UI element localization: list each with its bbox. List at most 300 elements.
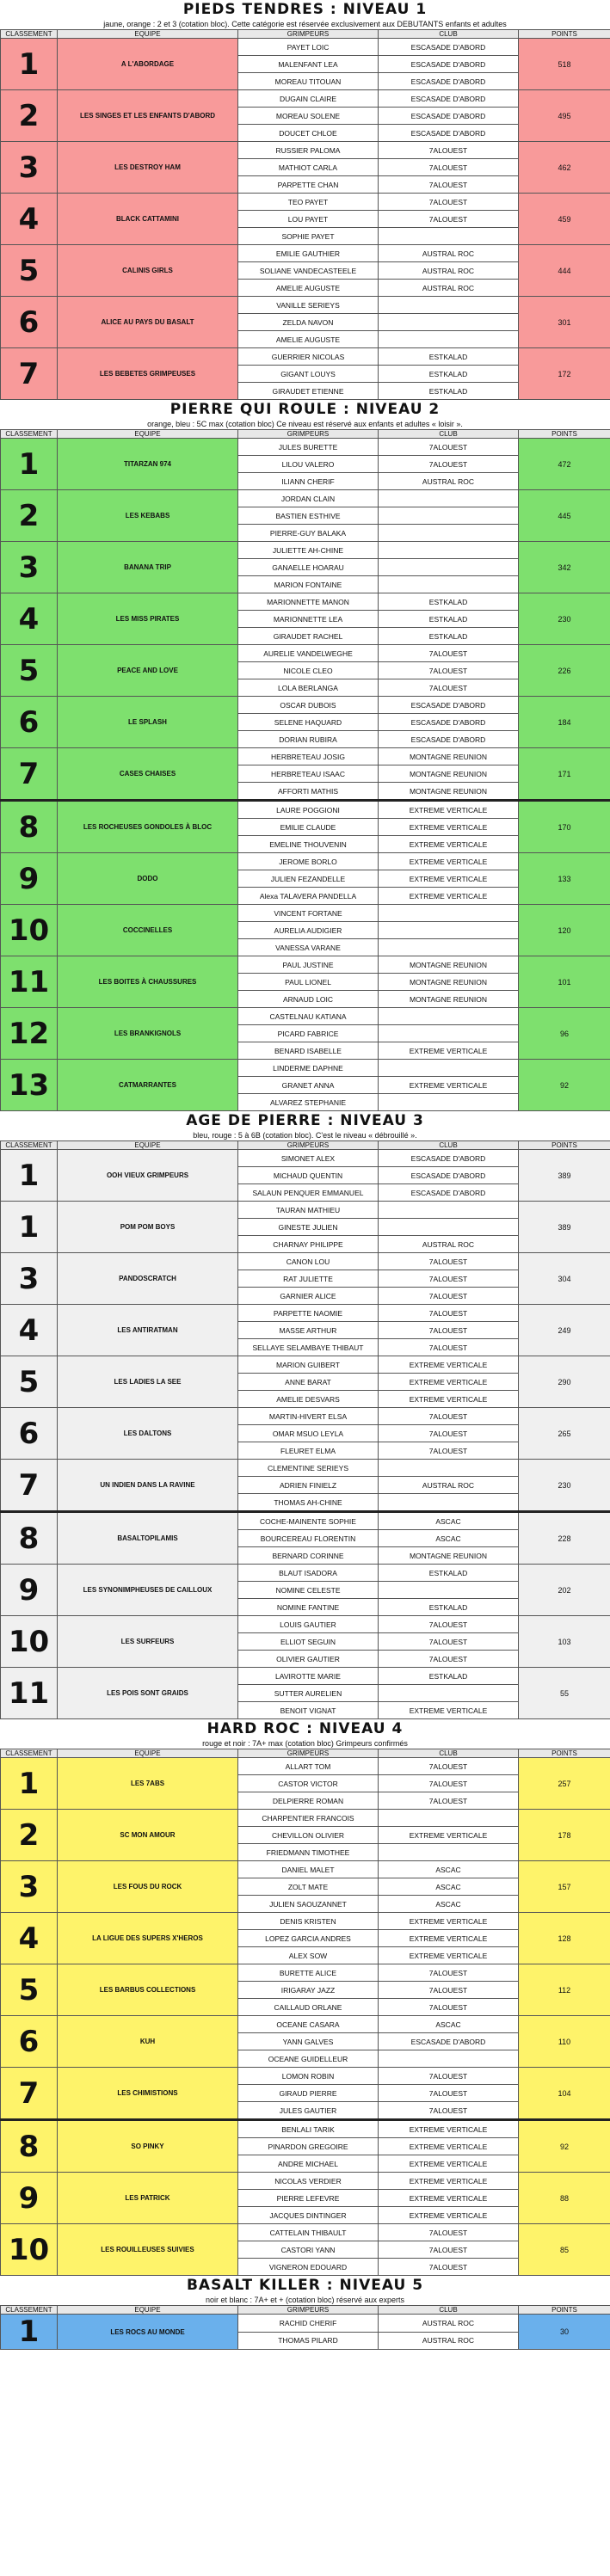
team-name: LE SPLASH	[58, 697, 238, 748]
table-row	[1, 2068, 610, 2085]
climber-name: OLIVIER GAUTIER	[238, 1651, 379, 1668]
climber-club	[379, 1460, 519, 1477]
team-points: 459	[519, 194, 610, 245]
team-rank: 3	[1, 1253, 58, 1305]
table-row	[1, 801, 610, 819]
results-table	[0, 429, 610, 1111]
table-row	[1, 1460, 610, 1477]
level-title: PIERRE QUI ROULE : NIVEAU 2	[169, 401, 441, 418]
team-name: LA LIGUE DES SUPERS X'HEROS	[58, 1913, 238, 1964]
table-row	[1, 1810, 610, 1827]
team-rank: 1	[1, 439, 58, 490]
climber-club: ESTKALAD	[379, 593, 519, 611]
climber-name: HERBRETEAU ISAAC	[238, 765, 379, 783]
table-row	[1, 1060, 610, 1077]
climber-club: 7ALOUEST	[379, 176, 519, 194]
climber-name: ZELDA NAVON	[238, 314, 379, 331]
climber-club: AUSTRAL ROC	[379, 280, 519, 297]
climber-name: LOMON ROBIN	[238, 2068, 379, 2085]
header-team: EQUIPE	[58, 1749, 238, 1758]
climber-name: MOREAU SOLENE	[238, 108, 379, 125]
climber-name: GANAELLE HOARAU	[238, 559, 379, 576]
climber-name: ALLART TOM	[238, 1758, 379, 1775]
climber-name: CATTELAIN THIBAULT	[238, 2224, 379, 2241]
team-rank: 7	[1, 748, 58, 801]
climber-name: RUSSIER PALOMA	[238, 142, 379, 159]
climber-club: ESCASADE D'ABORD	[379, 73, 519, 90]
table-header-row	[1, 30, 610, 39]
header-climbers: GRIMPEURS	[238, 30, 379, 39]
team-name: LES SURFEURS	[58, 1616, 238, 1668]
team-name: LES MISS PIRATES	[58, 593, 238, 645]
climber-name: AURELIE VANDELWEGHE	[238, 645, 379, 662]
climber-club: AUSTRAL ROC	[379, 2315, 519, 2333]
climber-name: PICARD FABRICE	[238, 1025, 379, 1042]
table-row	[1, 1668, 610, 1685]
team-points: 128	[519, 1913, 610, 1964]
team-name: LES CHIMISTIONS	[58, 2068, 238, 2120]
climber-name: NOMINE CELESTE	[238, 1582, 379, 1599]
table-row	[1, 439, 610, 456]
climber-club	[379, 297, 519, 314]
team-points: 157	[519, 1861, 610, 1913]
team-rank: 5	[1, 1964, 58, 2016]
climber-name: CHARNAY PHILIPPE	[238, 1236, 379, 1253]
team-points: 88	[519, 2173, 610, 2224]
climber-name: NICOLAS VERDIER	[238, 2173, 379, 2190]
team-rank: 2	[1, 1810, 58, 1861]
climber-name: EMELINE THOUVENIN	[238, 836, 379, 853]
header-club: CLUB	[379, 1749, 519, 1758]
climber-name: AMELIE AUGUSTE	[238, 331, 379, 348]
climber-name: GRANET ANNA	[238, 1077, 379, 1094]
climber-club: 7ALOUEST	[379, 194, 519, 211]
climber-club: ESTKALAD	[379, 1599, 519, 1616]
climber-name: PAYET LOIC	[238, 39, 379, 56]
team-rank: 9	[1, 2173, 58, 2224]
climber-name: GIRAUDET RACHEL	[238, 628, 379, 645]
team-name: LES DESTROY HAM	[58, 142, 238, 194]
climber-club: 7ALOUEST	[379, 1442, 519, 1460]
header-club: CLUB	[379, 430, 519, 439]
climber-club: EXTREME VERTICALE	[379, 2173, 519, 2190]
team-points: 92	[519, 2120, 610, 2173]
table-row	[1, 1616, 610, 1633]
team-name: LES FOUS DU ROCK	[58, 1861, 238, 1913]
climber-club: EXTREME VERTICALE	[379, 1947, 519, 1964]
header-team: EQUIPE	[58, 430, 238, 439]
climber-name: OCEANE GUIDELLEUR	[238, 2050, 379, 2068]
results-table	[0, 1140, 610, 1719]
climber-name: ADRIEN FINIELZ	[238, 1477, 379, 1494]
climber-club	[379, 939, 519, 956]
climber-club: ASCAC	[379, 1861, 519, 1878]
team-name: LES LADIES LA SEE	[58, 1356, 238, 1408]
team-rank: 8	[1, 2120, 58, 2173]
climber-name: NICOLE CLEO	[238, 662, 379, 679]
climber-name: LAURE POGGIONI	[238, 801, 379, 819]
team-points: 112	[519, 1964, 610, 2016]
climber-name: AFFORTI MATHIS	[238, 783, 379, 801]
table-row	[1, 1913, 610, 1930]
climber-name: VANILLE SERIEYS	[238, 297, 379, 314]
climber-club: ESCASADE D'ABORD	[379, 1150, 519, 1167]
table-row	[1, 593, 610, 611]
team-rank: 12	[1, 1008, 58, 1060]
team-points: 389	[519, 1202, 610, 1253]
climber-name: MASSE ARTHUR	[238, 1322, 379, 1339]
team-points: 290	[519, 1356, 610, 1408]
team-name: UN INDIEN DANS LA RAVINE	[58, 1460, 238, 1512]
team-points: 462	[519, 142, 610, 194]
climber-club	[379, 1219, 519, 1236]
climber-name: SELENE HAQUARD	[238, 714, 379, 731]
climber-name: SUTTER AURELIEN	[238, 1685, 379, 1702]
team-name: TITARZAN 974	[58, 439, 238, 490]
level-title: PIEDS TENDRES : NIVEAU 1	[182, 1, 428, 18]
climber-name: FLEURET ELMA	[238, 1442, 379, 1460]
climber-club: ASCAC	[379, 1530, 519, 1547]
climber-club	[379, 1582, 519, 1599]
table-row	[1, 905, 610, 922]
header-points: POINTS	[519, 1749, 610, 1758]
table-row	[1, 748, 610, 765]
results-table	[0, 29, 610, 400]
team-points: 184	[519, 697, 610, 748]
climber-club: EXTREME VERTICALE	[379, 888, 519, 905]
climber-club: 7ALOUEST	[379, 679, 519, 697]
climber-club: 7ALOUEST	[379, 645, 519, 662]
team-points: 178	[519, 1810, 610, 1861]
climber-name: DUGAIN CLAIRE	[238, 90, 379, 108]
team-name: CASES CHAISES	[58, 748, 238, 801]
climber-club	[379, 576, 519, 593]
climber-name: DANIEL MALET	[238, 1861, 379, 1878]
team-points: 495	[519, 90, 610, 142]
climber-name: ANDRE MICHAEL	[238, 2155, 379, 2173]
climber-name: FRIEDMANN TIMOTHEE	[238, 1844, 379, 1861]
level-title: AGE DE PIERRE : NIVEAU 3	[186, 1112, 424, 1129]
results-table	[0, 2305, 610, 2350]
team-name: BANANA TRIP	[58, 542, 238, 593]
climber-club	[379, 1494, 519, 1512]
climber-club	[379, 525, 519, 542]
climber-name: MARION GUIBERT	[238, 1356, 379, 1374]
climber-club: 7ALOUEST	[379, 1305, 519, 1322]
table-header-row	[1, 1749, 610, 1758]
climber-club: 7ALOUEST	[379, 1982, 519, 1999]
team-points: 444	[519, 245, 610, 297]
climber-name: DOUCET CHLOE	[238, 125, 379, 142]
climber-club: EXTREME VERTICALE	[379, 1374, 519, 1391]
team-name: PANDOSCRATCH	[58, 1253, 238, 1305]
results-table	[0, 1749, 610, 2276]
climber-name: MOREAU TITOUAN	[238, 73, 379, 90]
climber-club: ESCASADE D'ABORD	[379, 731, 519, 748]
team-name: LES SYNONIMPHEUSES DE CAILLOUX	[58, 1565, 238, 1616]
team-points: 257	[519, 1758, 610, 1810]
table-row	[1, 1408, 610, 1425]
table-header-row	[1, 430, 610, 439]
climber-club: EXTREME VERTICALE	[379, 1356, 519, 1374]
team-rank: 11	[1, 956, 58, 1008]
table-row	[1, 297, 610, 314]
climber-name: JULES GAUTIER	[238, 2102, 379, 2120]
climber-club: EXTREME VERTICALE	[379, 836, 519, 853]
team-points: 342	[519, 542, 610, 593]
climber-club: ESCASADE D'ABORD	[379, 2033, 519, 2050]
climber-club	[379, 2050, 519, 2068]
climber-club	[379, 1008, 519, 1025]
climber-name: JEROME BORLO	[238, 853, 379, 870]
table-row	[1, 542, 610, 559]
header-club: CLUB	[379, 30, 519, 39]
team-name: COCCINELLES	[58, 905, 238, 956]
team-rank: 5	[1, 1356, 58, 1408]
climber-name: GIGANT LOUYS	[238, 366, 379, 383]
climber-name: LAVIROTTE MARIE	[238, 1668, 379, 1685]
header-climbers: GRIMPEURS	[238, 1141, 379, 1150]
climber-name: COCHE-MAINENTE SOPHIE	[238, 1512, 379, 1530]
team-rank: 8	[1, 1512, 58, 1565]
climber-name: JACQUES DINTINGER	[238, 2207, 379, 2224]
table-row	[1, 2016, 610, 2033]
climber-name: CASTELNAU KATIANA	[238, 1008, 379, 1025]
climber-name: HERBRETEAU JOSIG	[238, 748, 379, 765]
team-rank: 1	[1, 39, 58, 90]
climber-name: LILOU VALERO	[238, 456, 379, 473]
team-name: LES BOITES À CHAUSSURES	[58, 956, 238, 1008]
team-points: 120	[519, 905, 610, 956]
team-points: 265	[519, 1408, 610, 1460]
team-points: 389	[519, 1150, 610, 1202]
table-row	[1, 142, 610, 159]
climber-club: MONTAGNE REUNION	[379, 783, 519, 801]
climber-name: CHARPENTIER FRANCOIS	[238, 1810, 379, 1827]
climber-club: 7ALOUEST	[379, 1616, 519, 1633]
climber-club: AUSTRAL ROC	[379, 2332, 519, 2350]
climber-name: OSCAR DUBOIS	[238, 697, 379, 714]
climber-name: AURELIA AUDIGIER	[238, 922, 379, 939]
table-row	[1, 2120, 610, 2138]
team-rank: 8	[1, 801, 58, 853]
team-points: 230	[519, 593, 610, 645]
climber-name: CAILLAUD ORLANE	[238, 1999, 379, 2016]
header-team: EQUIPE	[58, 2306, 238, 2315]
climber-club	[379, 314, 519, 331]
climber-name: VIGNERON EDOUARD	[238, 2259, 379, 2276]
table-header-row	[1, 2306, 610, 2315]
header-points: POINTS	[519, 2306, 610, 2315]
climber-club	[379, 922, 519, 939]
climber-club: MONTAGNE REUNION	[379, 956, 519, 974]
climber-name: PINARDON GREGOIRE	[238, 2138, 379, 2155]
climber-club: ESCASADE D'ABORD	[379, 1184, 519, 1202]
team-points: 96	[519, 1008, 610, 1060]
climber-club: ESCASADE D'ABORD	[379, 125, 519, 142]
team-points: 230	[519, 1460, 610, 1512]
climber-name: LOU PAYET	[238, 211, 379, 228]
climber-club	[379, 490, 519, 507]
climber-club: 7ALOUEST	[379, 2241, 519, 2259]
climber-name: CHEVILLON OLIVIER	[238, 1827, 379, 1844]
climber-club: 7ALOUEST	[379, 1999, 519, 2016]
team-rank: 3	[1, 1861, 58, 1913]
climber-name: SIMONET ALEX	[238, 1150, 379, 1167]
team-points: 30	[519, 2315, 610, 2350]
table-row	[1, 1008, 610, 1025]
climber-name: BERNARD CORINNE	[238, 1547, 379, 1565]
team-rank: 2	[1, 90, 58, 142]
climber-club: ASCAC	[379, 1878, 519, 1896]
climber-club: ESCASADE D'ABORD	[379, 90, 519, 108]
table-row	[1, 2315, 610, 2333]
climber-club: EXTREME VERTICALE	[379, 1913, 519, 1930]
climber-name: DENIS KRISTEN	[238, 1913, 379, 1930]
climber-club: ESCASADE D'ABORD	[379, 697, 519, 714]
header-rank: CLASSEMENT	[1, 2306, 58, 2315]
climber-club	[379, 1025, 519, 1042]
climber-name: SOPHIE PAYET	[238, 228, 379, 245]
climber-club: EXTREME VERTICALE	[379, 853, 519, 870]
table-row	[1, 1356, 610, 1374]
climber-name: SELLAYE SELAMBAYE THIBAUT	[238, 1339, 379, 1356]
table-row	[1, 90, 610, 108]
climber-name: JULES BURETTE	[238, 439, 379, 456]
climber-name: CLEMENTINE SERIEYS	[238, 1460, 379, 1477]
climber-name: PAUL LIONEL	[238, 974, 379, 991]
climber-name: ELLIOT SEGUIN	[238, 1633, 379, 1651]
team-points: 172	[519, 348, 610, 400]
climber-name: LOLA BERLANGA	[238, 679, 379, 697]
climber-club: MONTAGNE REUNION	[379, 765, 519, 783]
team-rank: 7	[1, 1460, 58, 1512]
table-row	[1, 853, 610, 870]
climber-club: AUSTRAL ROC	[379, 245, 519, 262]
climber-name: LOPEZ GARCIA ANDRES	[238, 1930, 379, 1947]
team-rank: 4	[1, 1305, 58, 1356]
team-rank: 13	[1, 1060, 58, 1111]
climber-name: NOMINE FANTINE	[238, 1599, 379, 1616]
climber-club: ESTKALAD	[379, 366, 519, 383]
climber-club	[379, 559, 519, 576]
climber-club: EXTREME VERTICALE	[379, 870, 519, 888]
climber-name: IRIGARAY JAZZ	[238, 1982, 379, 1999]
climber-club: 7ALOUEST	[379, 1633, 519, 1651]
table-row	[1, 1253, 610, 1270]
climber-club: EXTREME VERTICALE	[379, 2190, 519, 2207]
table-row	[1, 2224, 610, 2241]
climber-name: THOMAS PILARD	[238, 2332, 379, 2350]
header-points: POINTS	[519, 1141, 610, 1150]
table-row	[1, 1202, 610, 1219]
level-description: jaune, orange : 2 et 3 (cotation bloc). Cette catégorie est réservée exclusivement aux DEBUTANTS enfants et adultes	[103, 20, 507, 28]
climber-club: EXTREME VERTICALE	[379, 1042, 519, 1060]
team-name: POM POM BOYS	[58, 1202, 238, 1253]
climber-name: OCEANE CASARA	[238, 2016, 379, 2033]
team-name: LES ROCHEUSES GONDOLES À BLOC	[58, 801, 238, 853]
climber-name: CASTOR VICTOR	[238, 1775, 379, 1792]
climber-club: 7ALOUEST	[379, 1425, 519, 1442]
climber-name: MATHIOT CARLA	[238, 159, 379, 176]
climber-name: JORDAN CLAIN	[238, 490, 379, 507]
climber-club: MONTAGNE REUNION	[379, 748, 519, 765]
climber-club: 7ALOUEST	[379, 1758, 519, 1775]
climber-name: PAUL JUSTINE	[238, 956, 379, 974]
team-rank: 9	[1, 853, 58, 905]
level-description: noir et blanc : 7A+ et + (cotation bloc) réservé aux experts	[205, 2296, 405, 2304]
climber-name: BURETTE ALICE	[238, 1964, 379, 1982]
climber-name: LINDERME DAPHNE	[238, 1060, 379, 1077]
climber-club	[379, 542, 519, 559]
team-name: LES ROUILLEUSES SUIVIES	[58, 2224, 238, 2276]
table-row	[1, 245, 610, 262]
climber-name: CASTORI YANN	[238, 2241, 379, 2259]
climber-name: AMELIE AUGUSTE	[238, 280, 379, 297]
climber-name: GUERRIER NICOLAS	[238, 348, 379, 366]
climber-name: TEO PAYET	[238, 194, 379, 211]
team-points: 92	[519, 1060, 610, 1111]
climber-club: 7ALOUEST	[379, 1339, 519, 1356]
team-points: 104	[519, 2068, 610, 2120]
level-description: rouge et noir : 7A+ max (cotation bloc) Grimpeurs confirmés	[202, 1739, 408, 1748]
table-row	[1, 348, 610, 366]
climber-club	[379, 331, 519, 348]
climber-name: PARPETTE NAOMIE	[238, 1305, 379, 1322]
climber-name: TAURAN MATHIEU	[238, 1202, 379, 1219]
team-name: A L'ABORDAGE	[58, 39, 238, 90]
climber-name: RAT JULIETTE	[238, 1270, 379, 1288]
climber-club: MONTAGNE REUNION	[379, 1547, 519, 1565]
team-name: CATMARRANTES	[58, 1060, 238, 1111]
climber-club: 7ALOUEST	[379, 1322, 519, 1339]
table-row	[1, 1964, 610, 1982]
climber-name: MARION FONTAINE	[238, 576, 379, 593]
team-rank: 7	[1, 348, 58, 400]
team-rank: 6	[1, 2016, 58, 2068]
header-club: CLUB	[379, 2306, 519, 2315]
team-name: DODO	[58, 853, 238, 905]
climber-name: EMILIE GAUTHIER	[238, 245, 379, 262]
climber-club: 7ALOUEST	[379, 2259, 519, 2276]
team-name: LES POIS SONT GRAIDS	[58, 1668, 238, 1719]
climber-club: ESCASADE D'ABORD	[379, 56, 519, 73]
level-title: BASALT KILLER : NIVEAU 5	[186, 2277, 424, 2294]
team-name: OOH VIEUX GRIMPEURS	[58, 1150, 238, 1202]
climber-club: ESTKALAD	[379, 1565, 519, 1582]
climber-club: 7ALOUEST	[379, 2068, 519, 2085]
climber-name: BENLALI TARIK	[238, 2120, 379, 2138]
climber-name: RACHID CHERIF	[238, 2315, 379, 2333]
team-points: 55	[519, 1668, 610, 1719]
team-points: 472	[519, 439, 610, 490]
climber-name: JULIEN FEZANDELLE	[238, 870, 379, 888]
climber-club: AUSTRAL ROC	[379, 473, 519, 490]
climber-name: MARIONNETTE LEA	[238, 611, 379, 628]
team-rank: 6	[1, 1408, 58, 1460]
climber-club: 7ALOUEST	[379, 1408, 519, 1425]
climber-name: ANNE BARAT	[238, 1374, 379, 1391]
climber-club: 7ALOUEST	[379, 1964, 519, 1982]
climber-name: CANON LOU	[238, 1253, 379, 1270]
team-rank: 3	[1, 542, 58, 593]
team-rank: 10	[1, 2224, 58, 2276]
climber-name: PIERRE-GUY BALAKA	[238, 525, 379, 542]
climber-name: MARTIN-HIVERT ELSA	[238, 1408, 379, 1425]
team-rank: 9	[1, 1565, 58, 1616]
team-rank: 1	[1, 1150, 58, 1202]
team-points: 249	[519, 1305, 610, 1356]
